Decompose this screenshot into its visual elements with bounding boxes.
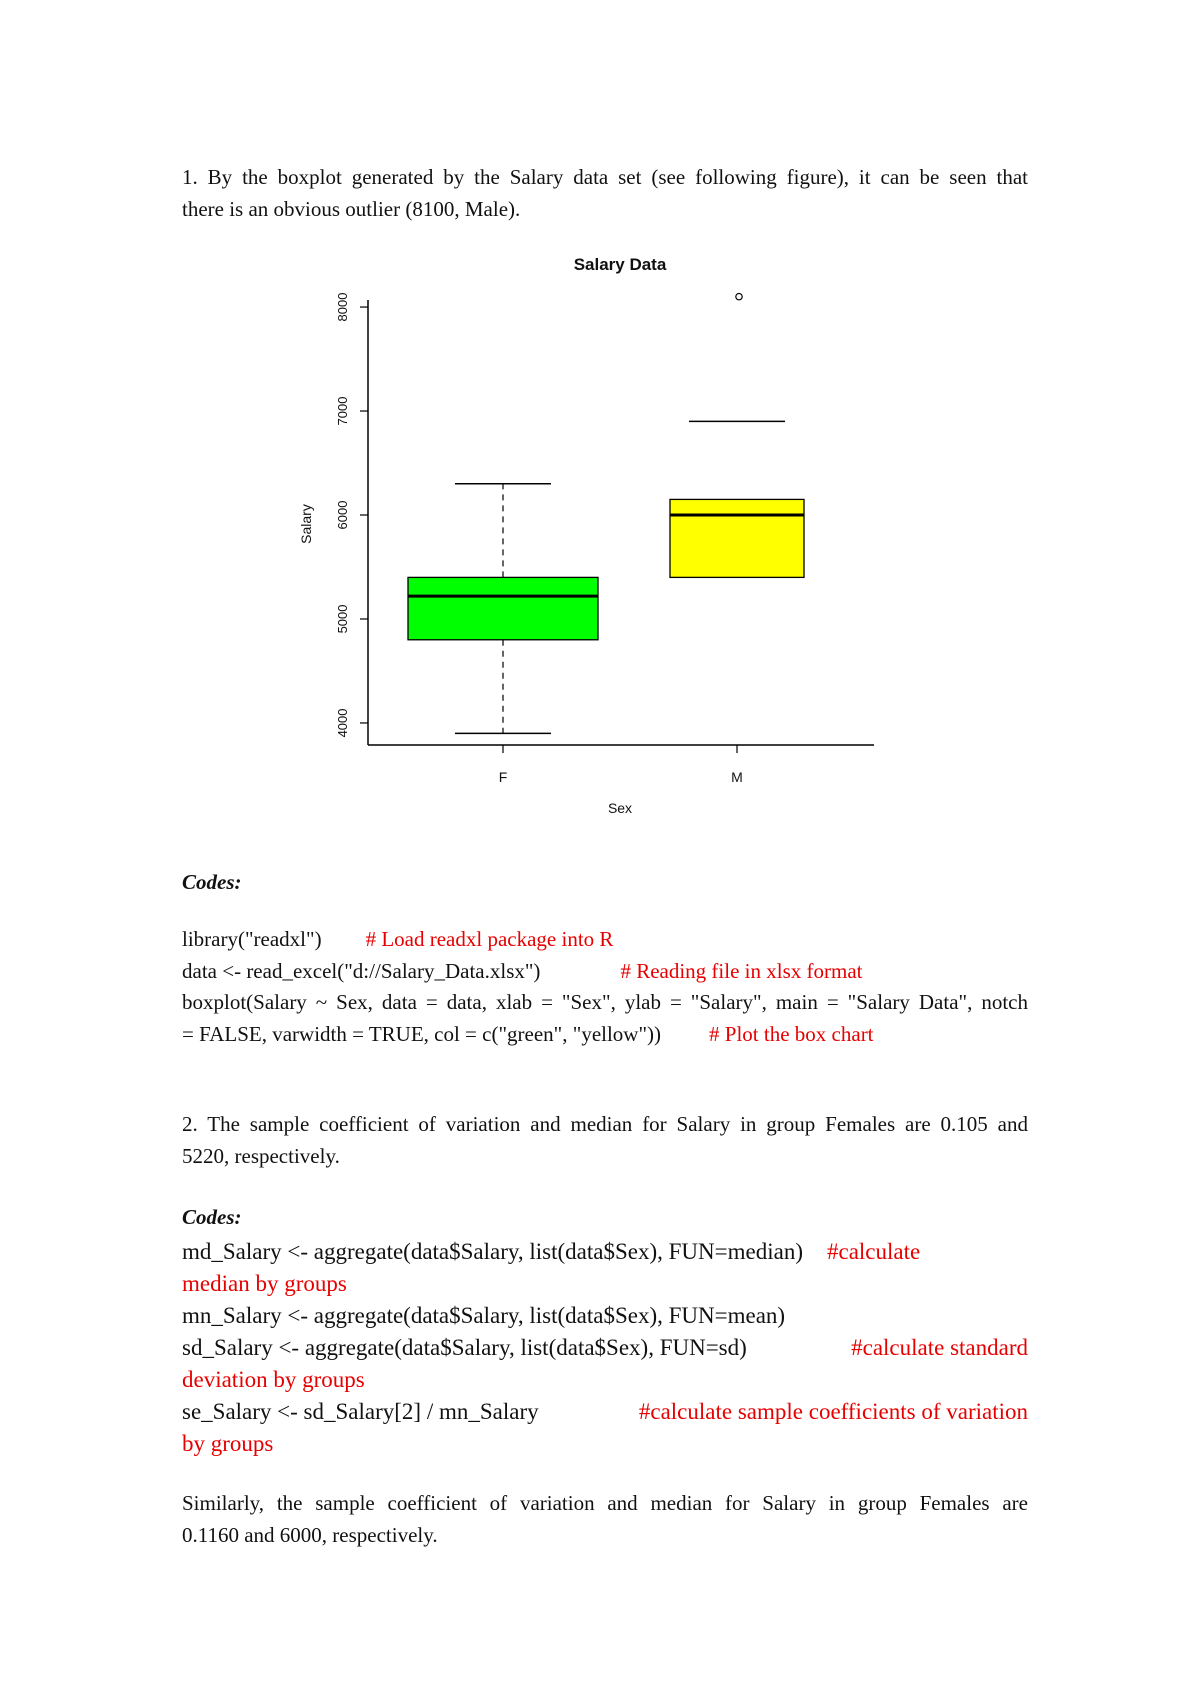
question-2-line-1: 2. The sample coefficient of variation and median for Salary in group Females are 0.105 and [182, 1112, 1028, 1136]
y-tick-label-6000: 6000 [335, 500, 350, 530]
outlier-point-m-0 [736, 293, 742, 299]
codes-heading-2: Codes: [182, 1205, 242, 1229]
code-line-median [182, 1236, 1028, 1268]
code-sd-call: sd_Salary <- aggregate(data$Salary, list(data$Sex), FUN=sd) [182, 1335, 747, 1360]
box-f [408, 577, 598, 639]
conclusion [182, 1487, 1028, 1551]
code-library-call: library("readxl") [182, 927, 322, 951]
comment-plot-box-chart: # Plot the box chart [709, 1021, 874, 1046]
code-median-call: md_Salary <- aggregate(data$Salary, list(data$Sex), FUN=median) [182, 1239, 803, 1264]
code-line-cv [182, 1396, 1028, 1428]
chart-title: Salary Data [573, 255, 667, 274]
comment-by-groups: by groups [182, 1431, 274, 1456]
y-tick-label-8000: 8000 [335, 292, 350, 322]
codes-heading-1: Codes: [182, 870, 242, 894]
conclusion-line-2: 0.1160 and 6000, respectively. [182, 1523, 438, 1547]
x-tick-label-M: M [731, 769, 743, 785]
x-tick-label-F: F [498, 769, 508, 785]
code-block-2 [182, 1236, 1028, 1460]
code-line-boxplot-cont [182, 1019, 1028, 1051]
code-cv-call: se_Salary <- sd_Salary[2] / mn_Salary [182, 1399, 539, 1424]
code-read-excel-call: data <- read_excel("d://Salary_Data.xlsx") [182, 958, 541, 983]
chart-marks [335, 293, 874, 785]
salary-boxplot [280, 240, 900, 820]
y-tick-label-5000: 5000 [335, 604, 350, 634]
y-axis-label: Salary [298, 504, 314, 544]
comment-load-readxl: # Load readxl package into R [365, 927, 614, 951]
code-boxplot-args: = FALSE, varwidth = TRUE, col = c("green", "yellow")) [182, 1021, 662, 1046]
comment-deviation-by-groups: deviation by groups [182, 1367, 365, 1392]
code-line-library [182, 924, 1028, 956]
comment-reading-file: # Reading file in xlsx format [620, 958, 863, 983]
conclusion-line-1: Similarly, the sample coefficient of variation and median for Salary in group Females are [182, 1491, 1028, 1515]
x-axis-label: Sex [607, 800, 633, 816]
comment-calculate: #calculate [826, 1239, 921, 1264]
comment-median-by-groups: median by groups [182, 1271, 347, 1296]
question-1-line-1: 1. By the boxplot generated by the Salary data set (see following figure), it can be seen that [182, 165, 1028, 189]
question-2-line-2: 5220, respectively. [182, 1144, 340, 1168]
comment-calculate-standard: #calculate standard [851, 1335, 1028, 1360]
y-tick-label-7000: 7000 [335, 396, 350, 426]
question-1-line-2: there is an obvious outlier (8100, Male). [182, 197, 521, 221]
comment-sample-cv: #calculate sample coefficients of variation [638, 1399, 1028, 1424]
question-1 [182, 161, 1028, 225]
question-2 [182, 1108, 1028, 1172]
code-line-mean: mn_Salary <- aggregate(data$Salary, list(data$Sex), FUN=mean) [182, 1303, 786, 1328]
code-line-read-excel [182, 956, 1028, 988]
code-line-sd [182, 1332, 1028, 1364]
y-tick-label-4000: 4000 [335, 708, 350, 738]
code-block-1 [182, 924, 1028, 1050]
code-line-boxplot: boxplot(Salary ~ Sex, data = data, xlab = "Sex", ylab = "Salary", main = "Salary Data", notch [182, 990, 1028, 1014]
box-m [670, 499, 804, 577]
